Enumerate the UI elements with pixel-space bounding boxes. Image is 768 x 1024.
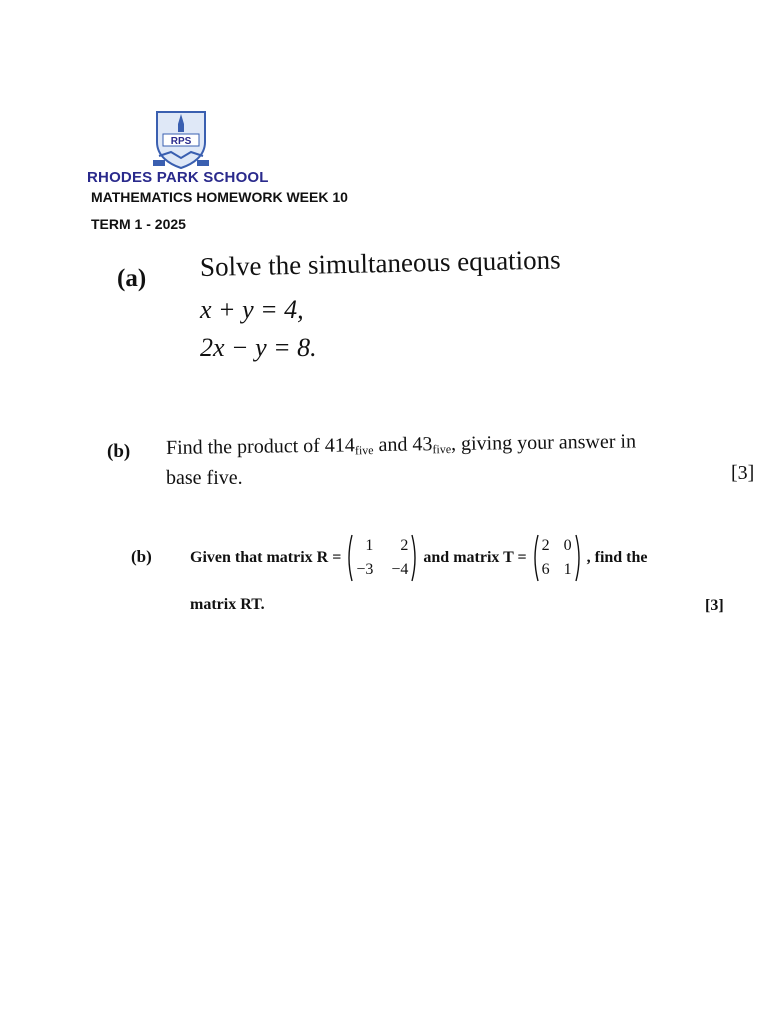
question-b1-text-line2: base five. <box>166 467 243 489</box>
school-crest-icon <box>153 108 209 170</box>
matrix-r <box>345 533 419 583</box>
term-label: TERM 1 - 2025 <box>91 216 186 232</box>
question-b2-text-line2: matrix RT. <box>190 596 265 613</box>
question-b2-text-middle: and matrix T = <box>423 549 527 566</box>
question-a-label: (a) <box>117 265 147 292</box>
matrix-r-cell: −3 <box>356 561 374 578</box>
equation-1: x + y = 4, <box>200 295 304 324</box>
school-name: RHODES PARK SCHOOL <box>87 169 269 186</box>
question-b2-text-after: , find the <box>586 549 648 566</box>
question-b2-text-before: Given that matrix R = <box>190 549 342 566</box>
equation-2: 2x − y = 8. <box>200 333 317 362</box>
question-a-instruction: Solve the simultaneous equations <box>199 244 561 282</box>
matrix-t <box>531 533 583 583</box>
matrix-t-cell: 1 <box>563 561 572 578</box>
question-b1-label: (b) <box>107 441 131 462</box>
homework-title: MATHEMATICS HOMEWORK WEEK 10 <box>91 189 348 205</box>
question-b2-marks: [3] <box>705 597 724 614</box>
matrix-r-cell: 1 <box>365 537 374 554</box>
question-b2-text <box>190 531 648 585</box>
svg-text:RPS: RPS <box>170 136 192 147</box>
matrix-t-cell: 0 <box>563 537 572 554</box>
matrix-t-cell: 2 <box>541 537 550 554</box>
matrix-r-cell: 2 <box>400 537 409 554</box>
matrix-t-cell: 6 <box>541 561 550 578</box>
question-b1-marks: [3] <box>731 462 755 484</box>
matrix-r-cell: −4 <box>391 561 409 578</box>
question-b1-text: Find the product of $414_{five}$ and $43_{five}$, giving your answer in <box>165 430 637 459</box>
question-b2-label: (b) <box>131 547 152 566</box>
